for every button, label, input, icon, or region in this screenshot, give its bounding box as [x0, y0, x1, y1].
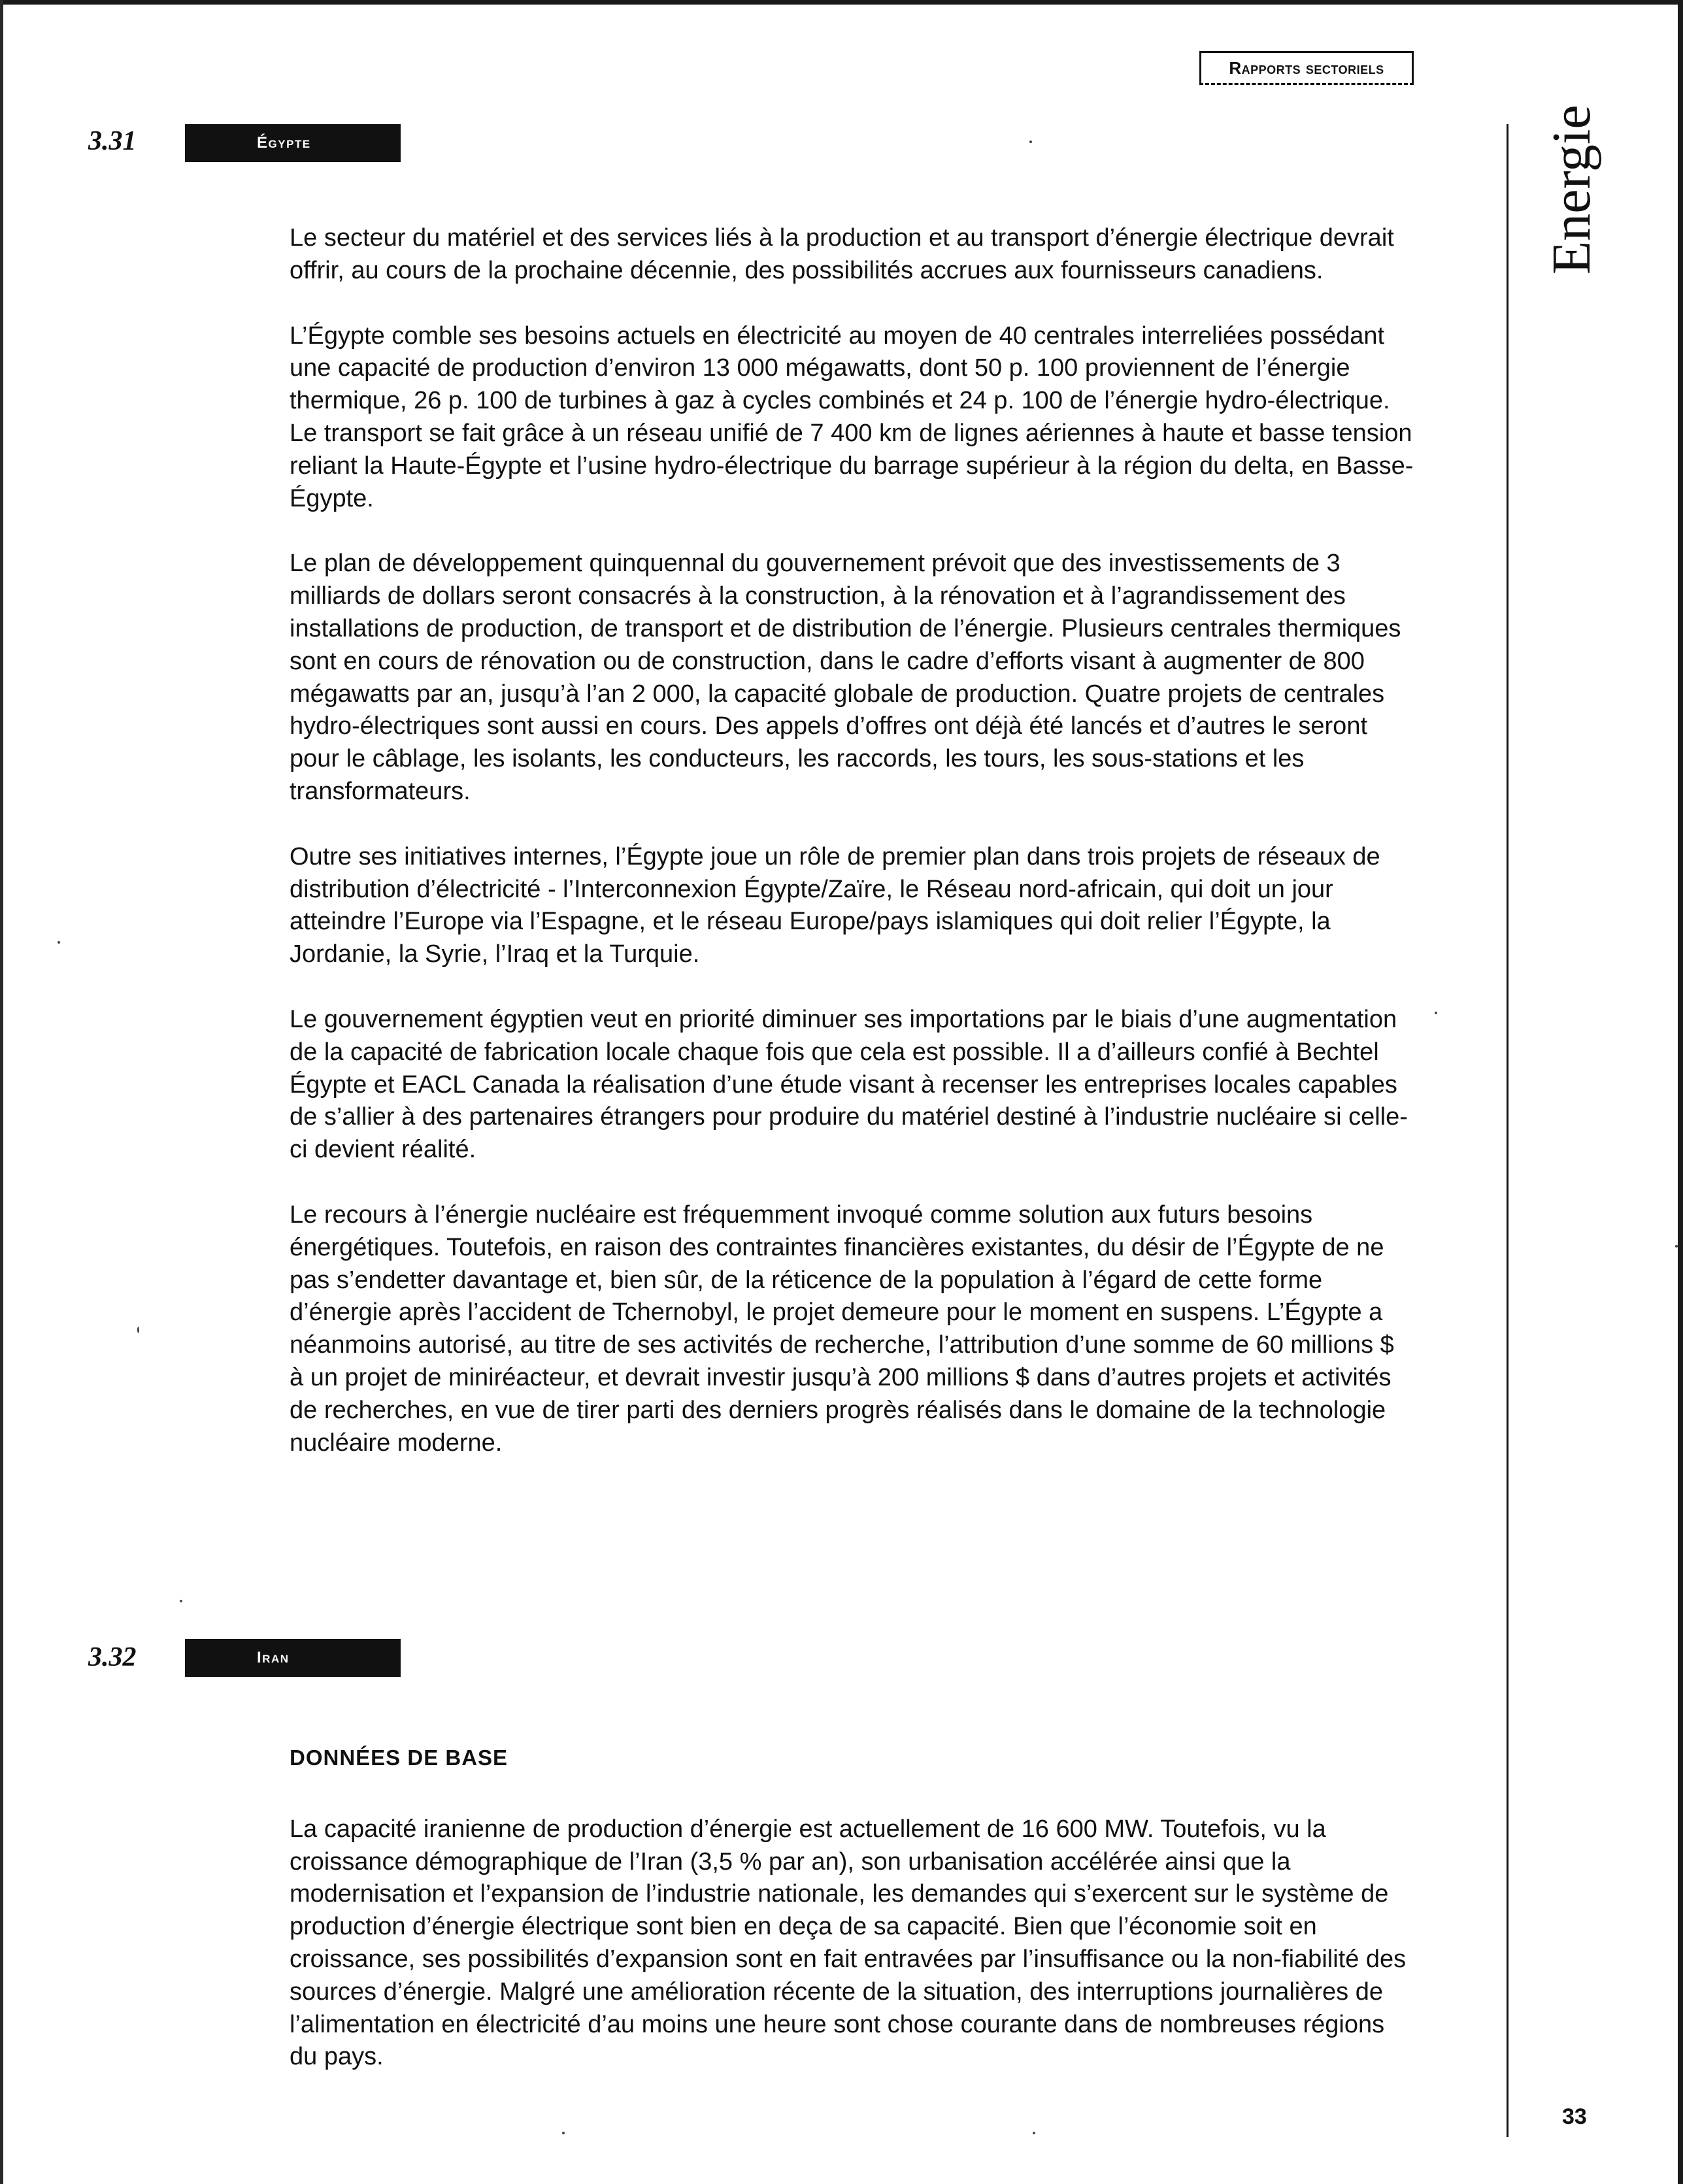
running-header: Rapports sectoriels [1199, 51, 1414, 85]
section-title-bar: Iran [185, 1639, 401, 1677]
scan-speck [1029, 141, 1032, 143]
section-number: 3.31 [88, 126, 137, 156]
margin-rule [1507, 124, 1508, 2137]
paragraph: Le recours à l’énergie nucléaire est fréquemment invoqué comme solution aux futurs besoins énergétiques. Toutefois, en raison des contraintes financières existantes, du désir de l’Égypte de ne pas s’endetter davantage et, bien sûr, de la réticence de la population à l’égard de cette forme d’énergie après l’accident de Tchernobyl, le projet demeure pour le moment en suspens. L’Égypte a néanmoins autorisé, au titre de ses activités de recherche, l’attribution d’une somme de 60 millions $ à un projet de miniréacteur, et devrait investir jusqu’à 200 millions $ dans d’autres projets et activités de recherches, en vue de tirer parti des derniers progrès réalisés dans le domaine de la technologie nucléaire moderne. [290, 1200, 1394, 1457]
page-number: 33 [1562, 2104, 1587, 2129]
paragraph: Le plan de développement quinquennal du gouvernement prévoit que des investissements de 3 milliards de dollars seront consacrés à la construction, à la rénovation et à l’agrandissement des installations de production, de transport et de distribution de l’énergie. Plusieurs centrales thermiques sont en cours de rénovation ou de construction, dans le cadre d’efforts visant à augmenter de 800 mégawatts par an, jusqu’à l’an 2 000, la capacité globale de production. Quatre projets de centrales hydro-électriques sont aussi en cours. Des appels d’offres ont déjà été lancés et d’autres le seront pour le câblage, les isolants, les conducteurs, les raccords, les tours, les sous-stations et les transformateurs. [290, 550, 1401, 805]
paragraph: Le secteur du matériel et des services liés à la production et au transport d’énergie électrique devrait offrir, au cours de la prochaine décennie, des possibilités accrues aux fournisseurs canadiens. [290, 224, 1394, 284]
scan-edge-left [0, 0, 3, 2184]
scan-speck [1675, 1245, 1678, 1248]
paragraph: La capacité iranienne de production d’énergie est actuellement de 16 600 MW. Toutefois, vu la croissance démographique de l’Iran (3,5 % par an), son urbanisation accélérée ainsi que la modernisation et l’expansion de l’industrie nationale, les demandes qui s’exercent sur le système de production d’énergie électrique sont bien en deça de sa capacité. Bien que l’économie soit en croissance, ses possibilités d’expansion sont en fait entravées par l’insuffisance ou la non-fiabilité des sources d’énergie. Malgré une amélioration récente de la situation, des interruptions journalières de l’alimentation en électricité d’au moins une heure sont chose courante dans de nombreuses régions du pays. [290, 1815, 1407, 2071]
scan-speck [58, 941, 60, 944]
paragraph: Le gouvernement égyptien veut en priorité diminuer ses importations par le biais d’une augmentation de la capacité de fabrication locale chaque fois que cela est possible. Il a d’ailleurs confié à Bechtel Égypte et EACL Canada la réalisation d’une étude visant à recenser les entreprises locales capables de s’allier à des partenaires étrangers pour produire du matériel destiné à l’industrie nucléaire si celle-ci devient réalité. [290, 1005, 1408, 1164]
scan-edge-top [0, 0, 1683, 5]
section-title-bar: Égypte [185, 124, 401, 162]
scan-speck [562, 2132, 565, 2134]
scan-speck [137, 1327, 139, 1333]
scan-speck [1033, 2132, 1035, 2134]
subheading: DONNÉES DE BASE [290, 1746, 508, 1770]
scan-speck [180, 1600, 182, 1602]
scan-edge-right [1678, 0, 1683, 2184]
section-number: 3.32 [88, 1642, 137, 1672]
paragraph: Outre ses initiatives internes, l’Égypte joue un rôle de premier plan dans trois projets de réseaux de distribution d’électricité - l’Interconnexion Égypte/Zaïre, le Réseau nord-africain, qui doit un jour atteindre l’Europe via l’Espagne, et le réseau Europe/pays islamiques qui doit relier l’Égypte, la Jordanie, la Syrie, l’Iraq et la Turquie. [290, 842, 1380, 968]
chapter-side-title: Energie [1541, 105, 1602, 274]
section-body [290, 1742, 1414, 2106]
scan-speck [1435, 1012, 1437, 1014]
paragraph: L’Égypte comble ses besoins actuels en électricité au moyen de 40 centrales interreliées possédant une capacité de production d’environ 13 000 mégawatts, dont 50 p. 100 proviennent de l’énergie thermique, 26 p. 100 de turbines à gaz à cycles combinés et 24 p. 100 de l’énergie hydro-électrique. Le transport se fait grâce à un réseau unifié de 7 400 km de lignes aériennes à haute et basse tension reliant la Haute-Égypte et l’usine hydro-électrique du barrage supérieur à la région du delta, en Basse-Égypte. [290, 322, 1414, 512]
section-body [290, 222, 1414, 1492]
